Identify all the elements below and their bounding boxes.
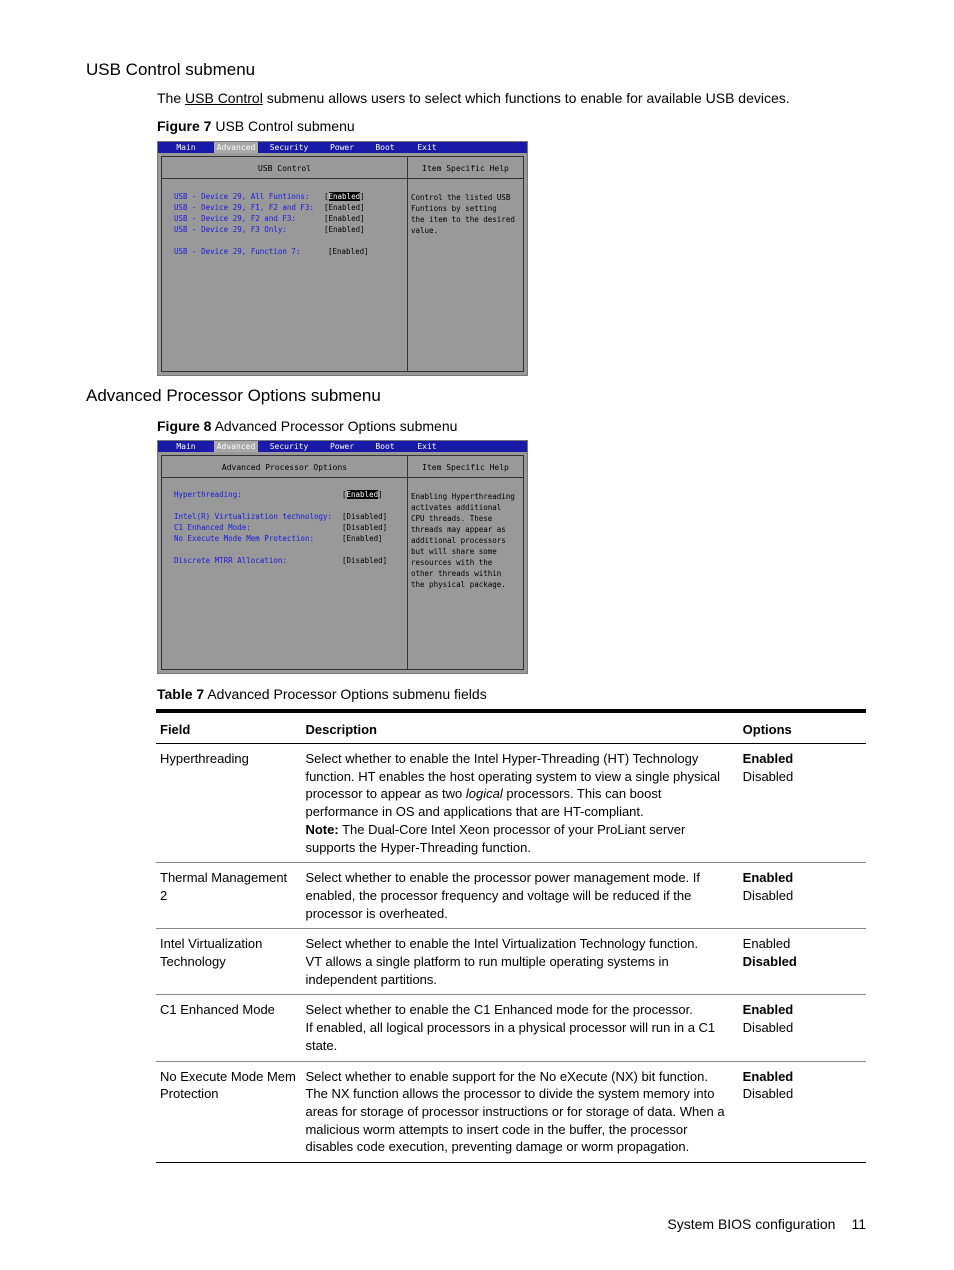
cell-description: Select whether to enable the C1 Enhanced mode for the processor. If enabled, all logical processors in a physical processor will run in a C1 state. bbox=[301, 995, 738, 1061]
bios-menu-exit[interactable]: Exit bbox=[417, 143, 437, 152]
bios-option-value[interactable]: [Disabled] bbox=[342, 523, 388, 532]
header-options: Options bbox=[739, 711, 866, 744]
bios-help-line: the physical package. bbox=[411, 580, 506, 589]
header-field: Field bbox=[156, 711, 301, 744]
bios-option-label[interactable]: Hyperthreading: bbox=[174, 490, 242, 499]
header-description: Description bbox=[301, 711, 738, 744]
page-number: 11 bbox=[851, 1216, 866, 1232]
bios-panel-title: Advanced Processor Options bbox=[221, 463, 348, 472]
cell-description: Select whether to enable the Intel Hyper-Threading (HT) Technology function. HT enables the host operating system to view a single physical processor to appear as two logical processors. This can boost performance in OS and applications that are HT-compliant. Note: The Dual-Core Intel Xeon processor of your ProLiant server supports the Hyper-Threading function. bbox=[301, 744, 738, 863]
page-footer bbox=[667, 1216, 866, 1232]
note-label: Note: bbox=[305, 821, 339, 837]
bios-option-value[interactable]: [Disabled] bbox=[342, 512, 388, 521]
option-disabled: Disabled bbox=[742, 1020, 794, 1036]
figure-7-caption: Figure 7 USB Control submenu bbox=[157, 118, 355, 134]
cell-field: Thermal Management 2 bbox=[156, 863, 301, 929]
cell-options bbox=[739, 995, 866, 1061]
bios-menu-advanced[interactable]: Advanced bbox=[214, 441, 258, 452]
option-enabled: Enabled bbox=[742, 870, 794, 886]
option-disabled: Disabled bbox=[742, 1086, 794, 1102]
cell-description: Select whether to enable the processor power management mode. If enabled, the processor frequency and voltage will be reduced if the processor is overheated. bbox=[301, 863, 738, 929]
bios-panel-title: USB Control bbox=[258, 164, 311, 173]
cell-field: Hyperthreading bbox=[156, 744, 301, 863]
bios-option-value[interactable]: [Enabled] bbox=[324, 192, 365, 201]
bios-help-line: Enabling Hyperthreading bbox=[411, 492, 515, 501]
table-7-caption: Table 7 Advanced Processor Options submenu fields bbox=[157, 686, 487, 702]
figure-8-caption: Figure 8 Advanced Processor Options submenu bbox=[157, 418, 458, 434]
bios-option-value[interactable]: [Enabled] bbox=[324, 214, 365, 223]
option-disabled: Disabled bbox=[742, 887, 794, 903]
bios-help-panel bbox=[407, 156, 524, 372]
bios-option-value[interactable]: [Enabled] bbox=[342, 490, 383, 499]
bios-menu-power[interactable]: Power bbox=[329, 442, 355, 451]
table-row bbox=[156, 863, 866, 929]
option-enabled: Enabled bbox=[742, 751, 794, 766]
bios-option-label[interactable]: USB - Device 29, F1, F2 and F3: bbox=[174, 203, 314, 212]
cell-field: Intel Virtualization Technology bbox=[156, 929, 301, 995]
bios-menu-security[interactable]: Security bbox=[269, 442, 309, 451]
bios-help-text bbox=[411, 192, 515, 236]
bios-menu-main[interactable]: Main bbox=[176, 442, 196, 451]
bios-divider bbox=[161, 477, 524, 478]
bios-option-label[interactable]: No Execute Mode Mem Protection: bbox=[174, 534, 314, 543]
bios-help-title: Item Specific Help bbox=[422, 164, 509, 173]
section-heading-usb-control: USB Control submenu bbox=[86, 60, 256, 79]
cell-description: Select whether to enable support for the No eXecute (NX) bit function. The NX function allows the processor to divide the system memory into areas for storage of processor instructions or for storage of data. When a malicious worm attempts to insert code in the buffer, the processor disables code execution, preventing damage or worm propagation. bbox=[301, 1061, 738, 1163]
bios-option-label[interactable]: C1 Enhanced Mode: bbox=[174, 523, 251, 532]
cell-description: Select whether to enable the Intel Virtualization Technology function. VT allows a single platform to run multiple operating systems in independent partitions. bbox=[301, 929, 738, 995]
footer-section: System BIOS configuration bbox=[667, 1216, 836, 1232]
bios-help-line: CPU threads. These bbox=[411, 514, 493, 523]
bios-settings-panel bbox=[161, 156, 408, 372]
bios-help-line: Funtions by setting bbox=[411, 204, 497, 213]
bios-option-label[interactable]: Discrete MTRR Allocation: bbox=[174, 556, 287, 565]
bios-option-value[interactable]: [Enabled] bbox=[324, 225, 365, 234]
section-heading-advanced-processor: Advanced Processor Options submenu bbox=[86, 386, 381, 405]
bios-help-line: Control the listed USB bbox=[411, 193, 511, 202]
bios-help-line: value. bbox=[411, 226, 439, 235]
bios-option-label[interactable]: USB - Device 29, Function 7: bbox=[174, 247, 301, 256]
bios-help-line: the item to the desired bbox=[411, 215, 515, 224]
bios-menu-main[interactable]: Main bbox=[176, 143, 196, 152]
option-disabled: Disabled bbox=[742, 768, 794, 784]
bios-help-title: Item Specific Help bbox=[422, 463, 509, 472]
bios-help-text bbox=[411, 491, 515, 590]
bios-menu-boot[interactable]: Boot bbox=[375, 143, 395, 152]
usb-control-link[interactable]: USB Control bbox=[185, 90, 263, 106]
cell-options bbox=[739, 863, 866, 929]
options-table bbox=[156, 709, 866, 1163]
bios-help-line: resources with the bbox=[411, 558, 493, 567]
bios-menu-advanced[interactable]: Advanced bbox=[214, 142, 258, 153]
cell-options bbox=[739, 744, 866, 863]
bios-help-line: additional processors bbox=[411, 536, 506, 545]
option-enabled: Enabled bbox=[742, 1002, 794, 1018]
bios-option-value[interactable]: [Enabled] bbox=[328, 247, 369, 256]
bios-menu-boot[interactable]: Boot bbox=[375, 442, 395, 451]
bios-help-line: activates additional bbox=[411, 503, 502, 512]
bios-option-label[interactable]: Intel(R) Virtualization technology: bbox=[174, 512, 333, 521]
option-disabled: Disabled bbox=[742, 954, 797, 970]
bios-option-label[interactable]: USB - Device 29, F3 Only: bbox=[174, 225, 287, 234]
table-row bbox=[156, 929, 866, 995]
table-header-row bbox=[156, 711, 866, 744]
bios-divider bbox=[161, 178, 524, 179]
bios-menubar bbox=[158, 441, 527, 452]
bios-menu-exit[interactable]: Exit bbox=[417, 442, 437, 451]
bios-menu-security[interactable]: Security bbox=[269, 143, 309, 152]
bios-option-label[interactable]: USB - Device 29, F2 and F3: bbox=[174, 214, 296, 223]
bios-help-line: but will share some bbox=[411, 547, 497, 556]
option-enabled: Enabled bbox=[742, 1068, 794, 1084]
bios-option-value[interactable]: [Enabled] bbox=[324, 203, 365, 212]
option-enabled: Enabled bbox=[742, 936, 791, 952]
bios-option-value[interactable]: [Enabled] bbox=[342, 534, 383, 543]
usb-control-paragraph: The USB Control submenu allows users to select which functions to enable for available USB devices. bbox=[157, 90, 790, 106]
bios-option-label[interactable]: USB - Device 29, All Funtions: bbox=[174, 192, 310, 201]
table-row bbox=[156, 744, 866, 863]
table-row bbox=[156, 995, 866, 1061]
bios-menu-power[interactable]: Power bbox=[329, 143, 355, 152]
bios-menubar bbox=[158, 142, 527, 153]
bios-option-value[interactable]: [Disabled] bbox=[342, 556, 388, 565]
cell-field: C1 Enhanced Mode bbox=[156, 995, 301, 1061]
cell-field: No Execute Mode Mem Protection bbox=[156, 1061, 301, 1163]
cell-options bbox=[739, 1061, 866, 1163]
bios-help-line: other threads within bbox=[411, 569, 502, 578]
advanced-processor-bios-screenshot bbox=[157, 440, 528, 674]
usb-control-bios-screenshot bbox=[157, 141, 528, 376]
bios-help-line: threads may appear as bbox=[411, 525, 506, 534]
cell-options bbox=[739, 929, 866, 995]
table-row bbox=[156, 1061, 866, 1163]
